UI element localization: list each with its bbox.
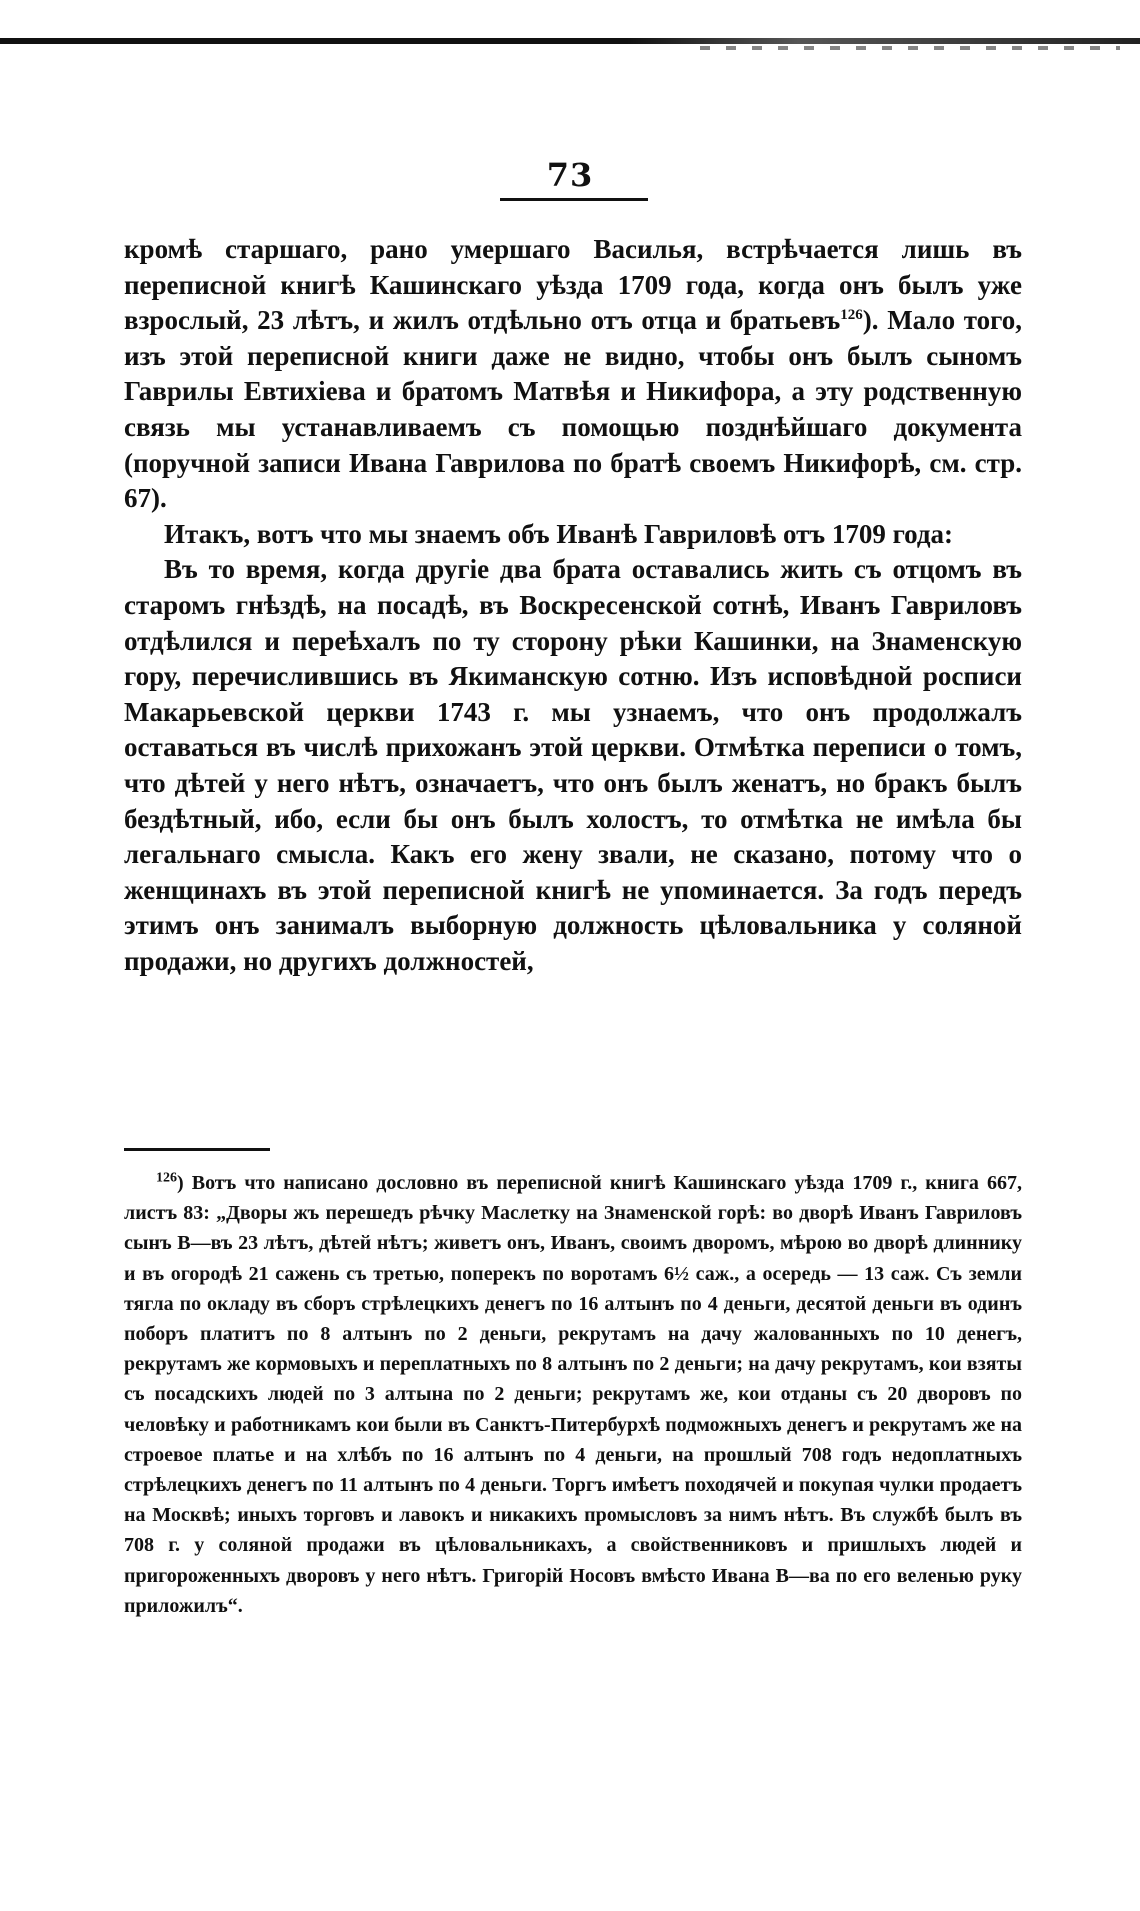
scan-edge-dots <box>700 46 1120 50</box>
page-number: 73 <box>546 156 594 194</box>
paragraph-1-rest: ). Мало того, изъ этой переписной книги даже не видно, чтобы онъ былъ сыномъ Гаврилы Евтихіева и братомъ Матвѣя и Никифора, а эту родственную связь мы устанавливаемъ съ помощью позднѣйшаго документа (поручной записи Ивана Гаврилова по братѣ своемъ Никифорѣ, см. стр. 67). <box>124 305 1022 514</box>
footnote <box>124 1168 1022 1621</box>
footnote-rule <box>124 1148 270 1151</box>
main-text <box>124 232 1022 979</box>
footnote-reference: 126 <box>840 307 863 324</box>
scan-edge-line <box>0 38 1140 44</box>
page-number-rule <box>500 198 648 201</box>
footnote-paragraph <box>124 1168 1022 1621</box>
paragraph-1 <box>124 232 1022 517</box>
paragraph-2: Итакъ, вотъ что мы знаемъ объ Иванѣ Гавриловѣ отъ 1709 года: <box>164 518 954 549</box>
paragraph-1-text: кромѣ старшаго, рано умершаго Василья, встрѣчается лишь въ переписной книгѣ Кашинскаго уѣзда 1709 года, когда онъ былъ уже взрослый, 23 лѣтъ, и жилъ отдѣльно отъ отца и братьевъ <box>124 234 1022 336</box>
paragraph-3: Въ то время, когда другіе два брата оставались жить съ отцомъ въ старомъ гнѣздѣ, на посадѣ, въ Воскресенской сотнѣ, Иванъ Гавриловъ отдѣлился и переѣхалъ по ту сторону рѣки Кашинки, на Знаменскую гору, перечислившись въ Якиманскую сотню. Изъ исповѣдной росписи Макарьевской церкви 1743 г. мы узнаемъ, что онъ продолжалъ оставаться въ числѣ прихожанъ этой церкви. Отмѣтка переписи о томъ, что дѣтей у него нѣтъ, означаетъ, что онъ былъ женатъ, но бракъ былъ бездѣтный, ибо, если бы онъ былъ холостъ, то отмѣтка не имѣла бы легальнаго смысла. Какъ его жену звали, не сказано, потому что о женщинахъ въ этой переписной книгѣ не упоминается. За годъ передъ этимъ онъ занималъ выборную должность цѣловальника у соляной продажи, но другихъ должностей, <box>124 554 1022 976</box>
footnote-text: ) Вотъ что написано дословно въ переписной книгѣ Кашинскаго уѣзда 1709 г., книга 667, листъ 83: „Дворы жъ перешедъ рѣчку Маслетку на Знаменской горѣ: во дворѣ Иванъ Гавриловъ сынъ В—въ 23 лѣтъ, дѣтей нѣтъ; живетъ онъ, Иванъ, своимъ дворомъ, мѣрою во дворѣ длиннику и въ огородѣ 21 сажень съ третью, поперекъ по воротамъ 6½ саж., а осередь — 13 саж. Съ земли тягла по окладу въ сборъ стрѣлецкихъ денегъ по 16 алтынъ по 4 деньги, десятой деньги въ одинъ поборъ платитъ по 8 алтынъ по 2 деньги, рекрутамъ на дачу жалованныхъ по 10 денегъ, рекрутамъ же кормовыхъ и переплатныхъ по 8 алтынъ по 2 деньги; на дачу рекрутамъ, кои взяты съ посадскихъ людей по 3 алтына по 2 деньги; рекрутамъ же, кои отданы съ 20 дворовъ по человѣку и работникамъ кои были въ Санктъ-Питербурхѣ подможныхъ денегъ и рекрутамъ же на строевое платье и на хлѣбъ по 16 алтынъ по 4 деньги, на прошлый 708 годъ недоплатныхъ стрѣлецкихъ денегъ по 11 алтынъ по 4 деньги. Торгъ имѣетъ походячей и покупая чулки продаетъ на Москвѣ; иныхъ торговъ и лавокъ и никакихъ промысловъ за нимъ нѣтъ. Въ службѣ былъ въ 708 г. у соляной продажи въ цѣловальникахъ, а свойственниковъ и пришлыхъ людей и пригороженныхъ дворовъ у него нѣтъ. Григорій Носовъ вмѣсто Ивана В—ва по его веленью руку приложилъ“. <box>124 1172 1022 1617</box>
footnote-marker: 126 <box>156 1170 177 1186</box>
